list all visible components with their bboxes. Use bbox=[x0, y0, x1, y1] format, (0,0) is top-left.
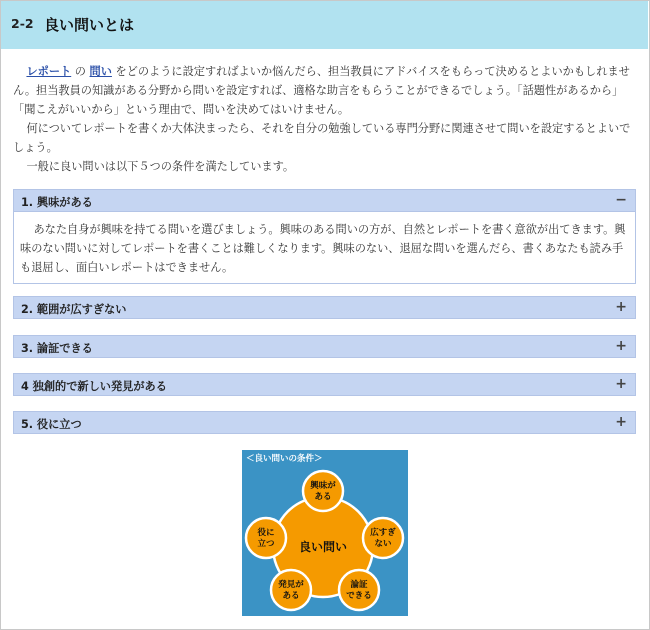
accordion-body-1: あなた自身が興味を持てる問いを選びましょう。興味のある問いの方が、自然とレポートを書く意欲が出てきます。興味のない問いに対してレポートを書くことは難しくなります。興味のない、退屈な問いを選んだら、書くあなたも読み手も退屈し、面白いレポートはできません。 bbox=[20, 223, 626, 274]
accordion-item-1[interactable] bbox=[13, 189, 636, 212]
accordion-title-4: 4 独創的で新しい発見がある bbox=[21, 380, 167, 393]
node-useful-line1: 役に bbox=[257, 528, 275, 538]
accordion-item-5[interactable] bbox=[13, 411, 636, 434]
intro-paragraph-1 bbox=[13, 62, 639, 119]
accordion-title-3: 3. 論証できる bbox=[21, 342, 93, 355]
collapse-icon[interactable]: − bbox=[615, 192, 627, 208]
diagram-title: ＜良い問いの条件＞ bbox=[246, 454, 323, 464]
accordion-title-5: 5. 役に立つ bbox=[21, 418, 82, 431]
section-title: 良い問いとは bbox=[44, 16, 135, 34]
accordion-item-3[interactable] bbox=[13, 335, 636, 358]
accordion-title-1: 1. 興味がある bbox=[21, 196, 93, 209]
intro-paragraph-1-rest: をどのように設定すればよいか悩んだら、担当教員にアドバイスをもらって決めるとよいかもしれません。担当教員の知識がある分野から問いを設定すれば、適格な助言をもらうことができるでしょう。「話題性があるから」「聞こえがいいから」という理由で、問いを決めてはいけません。 bbox=[13, 65, 630, 116]
node-discovery-line2: ある bbox=[282, 591, 300, 601]
expand-icon[interactable]: + bbox=[615, 376, 627, 392]
section-number: 2-2 bbox=[11, 16, 34, 31]
accordion-panel-1 bbox=[13, 212, 636, 284]
node-provable-line2: できる bbox=[346, 591, 372, 601]
expand-icon[interactable]: + bbox=[615, 338, 627, 354]
node-useful-line2: 立つ bbox=[257, 539, 275, 549]
accordion-item-2[interactable] bbox=[13, 296, 636, 319]
question-link[interactable]: 問い bbox=[89, 65, 112, 78]
center-label: 良い問い bbox=[298, 540, 348, 554]
node-circle-provable bbox=[339, 570, 379, 610]
node-circle-scope bbox=[363, 518, 403, 558]
node-circle-interest bbox=[303, 471, 343, 511]
accordion-title-2: 2. 範囲が広すぎない bbox=[21, 303, 127, 316]
section-header bbox=[1, 1, 648, 49]
diagram-svg bbox=[242, 450, 408, 616]
intro-paragraph-3: 一般に良い問いは以下５つの条件を満たしています。 bbox=[26, 160, 295, 173]
expand-icon[interactable]: + bbox=[615, 414, 627, 430]
accordion-item-4[interactable] bbox=[13, 373, 636, 396]
intro-text bbox=[13, 62, 639, 176]
node-circle-useful bbox=[246, 518, 286, 558]
node-interest-line2: ある bbox=[314, 492, 332, 502]
node-scope-line2: ない bbox=[374, 539, 392, 549]
node-circle-discovery bbox=[271, 570, 311, 610]
node-provable-line1: 論証 bbox=[350, 580, 368, 590]
intro-no: の bbox=[74, 65, 86, 78]
intro-paragraph-2: 何についてレポートを書くか大体決まったら、それを自分の勉強している専門分野に関連させて問いを設定するとよいでしょう。 bbox=[13, 122, 631, 154]
expand-icon[interactable]: + bbox=[615, 299, 627, 315]
good-question-diagram bbox=[242, 450, 408, 616]
node-interest-line1: 興味が bbox=[310, 481, 336, 491]
node-scope-line1: 広すぎ bbox=[370, 528, 396, 538]
report-link[interactable]: レポート bbox=[26, 65, 72, 78]
node-discovery-line1: 発見が bbox=[278, 580, 304, 590]
